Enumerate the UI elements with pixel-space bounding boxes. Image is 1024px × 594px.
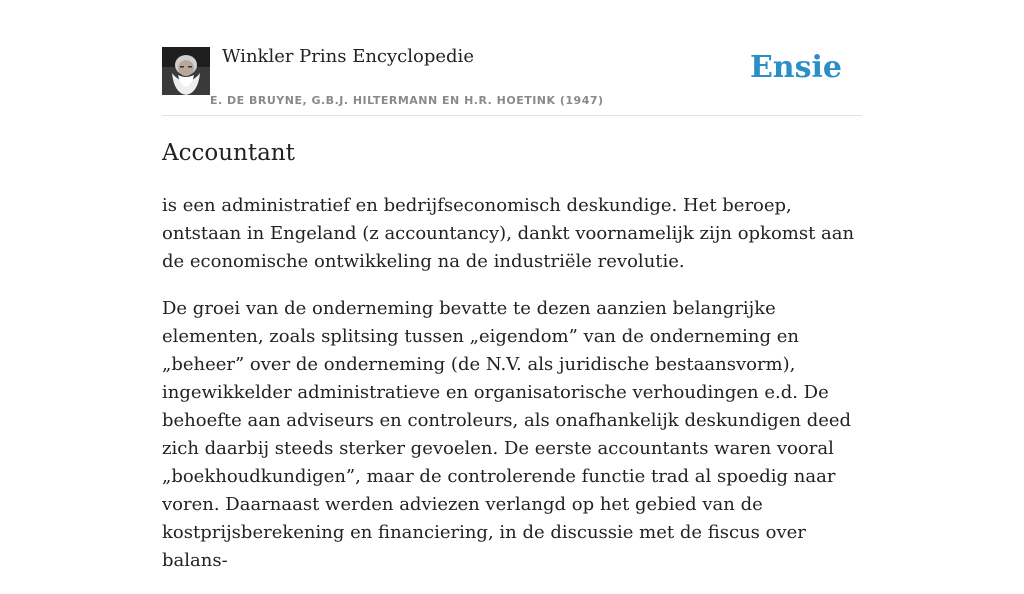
bearded-man-portrait-icon [162,47,210,95]
article-body [162,192,862,594]
publication-title[interactable]: Winkler Prins Encyclopedie [222,46,474,67]
publication-header [162,44,862,116]
article-paragraph: De groei van de onderneming bevatte te dezen aanzien belangrijke elementen, zoals splitsing tussen „eigendom” van de onderneming en „beheer” over de onderneming (de N.V. als juridische bestaansvorm), ingewikkelder administratieve en organisatorische verhoudingen e.d. De behoefte aan adviseurs en controleurs, als onafhankelijk deskundigen deed zich daarbij steeds sterker gevoelen. De eerste accountants waren vooral „boekhoudkundigen”, maar de controlerende functie trad al spoedig naar voren. Daarnaast werden adviezen verlangd op het gebied van de kostprijsberekening en financiering, in de discussie met de fiscus over balans- [162,298,852,571]
article-paragraph: is een administratief en bedrijfseconomisch deskundige. Het beroep, ontstaan in Engeland (z accountancy), dankt voornamelijk zijn opkomst aan de economische ontwikkeling na de industriële revolutie. [162,195,855,272]
brand-logo[interactable]: Ensie [749,50,842,85]
publication-authors: E. DE BRUYNE, G.B.J. HILTERMANN EN H.R. HOETINK (1947) [210,94,604,107]
article-title: Accountant [162,140,295,166]
author-avatar[interactable] [162,47,210,95]
